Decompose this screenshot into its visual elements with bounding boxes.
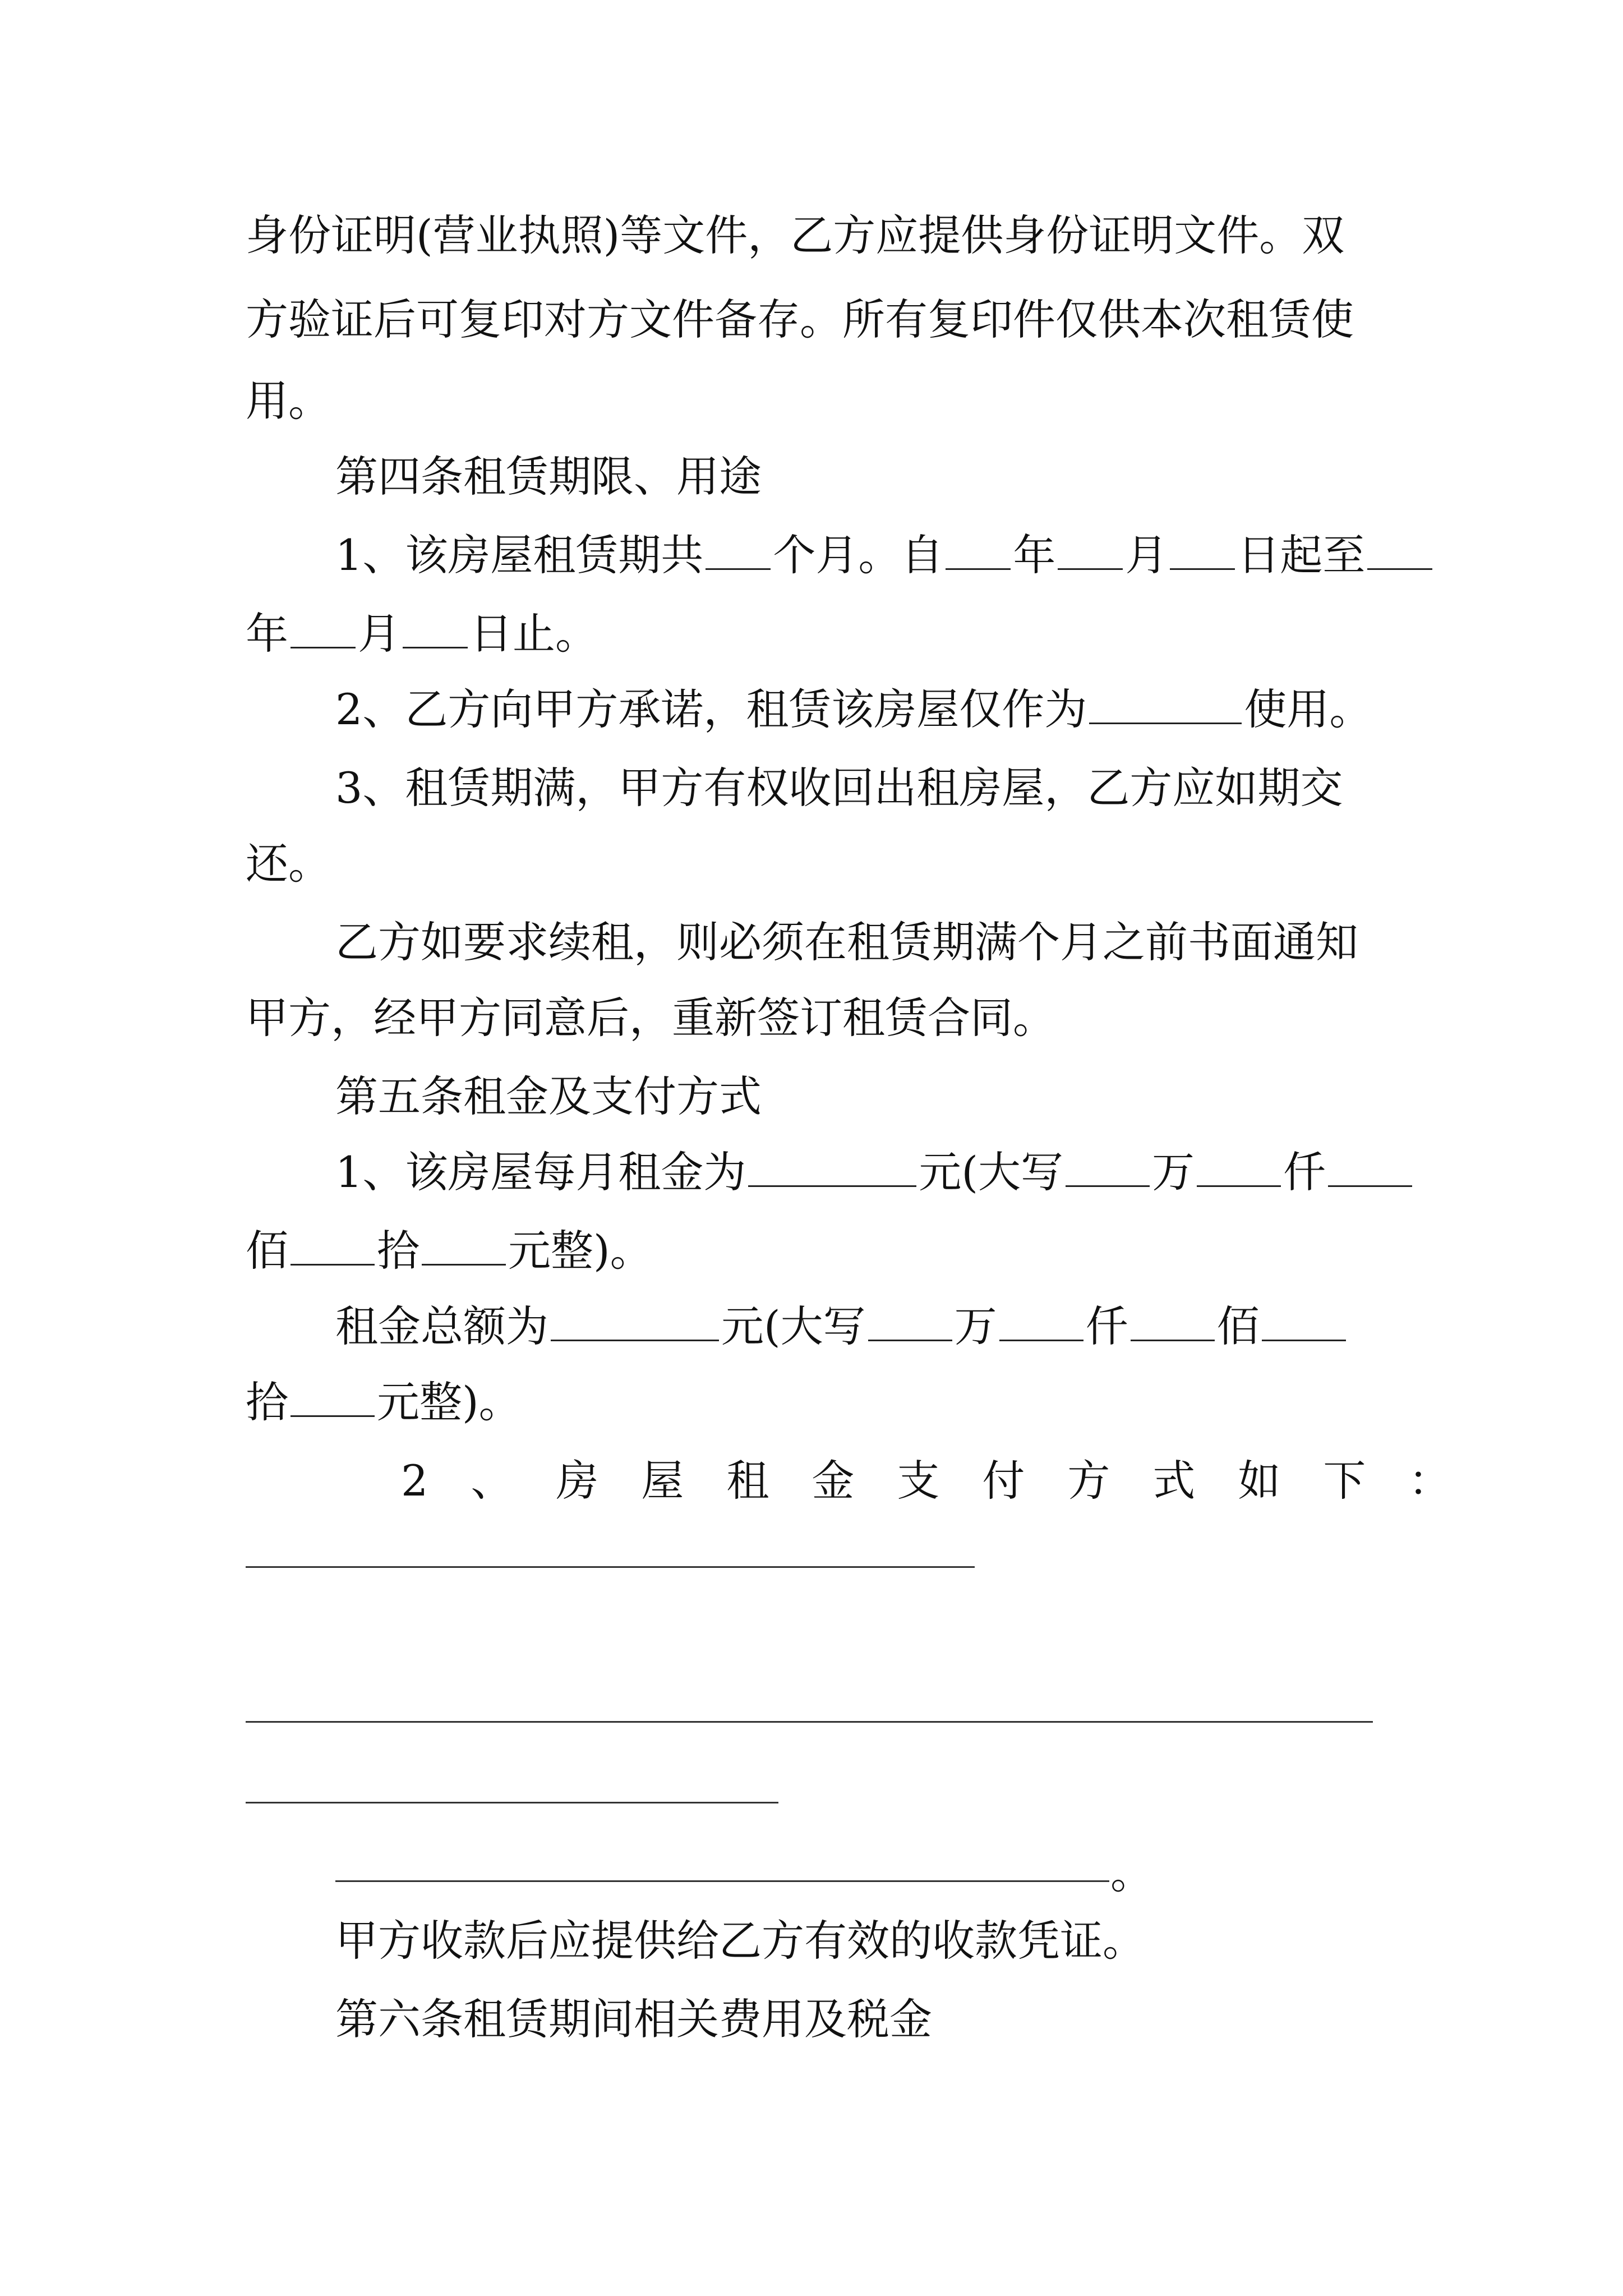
text: 个月。自 <box>773 530 944 580</box>
text-line: 2、房屋租金支付方式如下： <box>401 1456 1494 1506</box>
text: 月 <box>1125 530 1168 580</box>
blank-total-shi-2[interactable] <box>291 1379 375 1417</box>
blank-usage[interactable] <box>1089 687 1242 724</box>
text: 万 <box>954 1301 997 1351</box>
text: 1、该房屋每月租金为 <box>335 1147 746 1197</box>
text: 租金总额为 <box>335 1301 548 1351</box>
text-line: 方验证后可复印对方文件备存。所有复印件仅供本次租赁使 <box>246 295 1354 344</box>
clause-5-2 <box>401 1453 1493 1509</box>
article-5-title <box>335 1069 762 1125</box>
heading-text: 第四条租赁期限、用途 <box>335 452 762 501</box>
blank-total-qian[interactable] <box>999 1304 1083 1341</box>
paragraph-line <box>246 208 1344 264</box>
clause-5-1 <box>335 1144 1414 1200</box>
text-line: 乙方如要求续租，则必须在租赁期满个月之前书面通知 <box>335 917 1358 967</box>
heading-text: 第五条租金及支付方式 <box>335 1071 762 1121</box>
blank-months[interactable] <box>706 532 771 570</box>
clause-4-1 <box>335 527 1435 583</box>
text: 元整)。 <box>377 1377 522 1427</box>
clause-4-2 <box>335 682 1372 738</box>
payment-blank-line-1[interactable] <box>246 1566 975 1568</box>
text-line: 还。 <box>246 839 331 889</box>
text: 元整)。 <box>508 1226 653 1276</box>
payment-blank-line-2[interactable] <box>246 1721 1373 1723</box>
blank-wan[interactable] <box>1066 1149 1150 1187</box>
text: 2、乙方向甲方承诺，租赁该房屋仅作为 <box>335 684 1087 734</box>
text: 使用。 <box>1244 684 1372 734</box>
blank-shi[interactable] <box>422 1228 506 1266</box>
blank-qian[interactable] <box>1197 1149 1281 1187</box>
blank-total-rent[interactable] <box>551 1304 719 1341</box>
blank-start-month[interactable] <box>1058 532 1123 570</box>
text: 。 <box>1110 1848 1153 1898</box>
article-6-title <box>335 1991 932 2047</box>
text-line: 身份证明(营业执照)等文件，乙方应提供身份证明文件。双 <box>246 210 1345 260</box>
clause-4-3-cont <box>246 836 331 892</box>
heading-text: 第六条租赁期间相关费用及税金 <box>335 1994 932 2044</box>
text-line: 用。 <box>246 376 331 426</box>
text: 1、该房屋租赁期共 <box>335 530 704 580</box>
text: 月 <box>358 609 400 659</box>
blank-total-bai[interactable] <box>1131 1304 1215 1341</box>
text: 日止。 <box>470 609 598 659</box>
rent-total-cont <box>246 1374 522 1430</box>
blank-total-shi[interactable] <box>1262 1304 1346 1341</box>
clause-5-1-cont <box>246 1223 653 1279</box>
text: 年 <box>246 609 288 659</box>
payment-end-mark <box>1110 1846 1153 1902</box>
paragraph-line <box>246 373 331 429</box>
text: 仟 <box>1085 1301 1128 1351</box>
text: 万 <box>1152 1147 1195 1197</box>
renewal-paragraph <box>335 914 1358 970</box>
text: 元(大写 <box>919 1147 1064 1197</box>
text: 拾 <box>377 1226 419 1276</box>
text: 佰 <box>246 1226 288 1276</box>
rent-total <box>335 1299 1348 1355</box>
text: 仟 <box>1283 1147 1326 1197</box>
text-line: 甲方收款后应提供给乙方有效的收款凭证。 <box>335 1916 1145 1966</box>
renewal-paragraph-cont <box>246 990 1055 1046</box>
blank-end-day[interactable] <box>403 611 468 648</box>
text: 拾 <box>246 1377 288 1427</box>
blank-monthly-rent[interactable] <box>748 1149 916 1187</box>
blank-end-year[interactable] <box>1367 532 1432 570</box>
blank-bai-2[interactable] <box>291 1228 375 1266</box>
paragraph-line <box>246 292 1354 348</box>
text: 元(大写 <box>721 1301 866 1351</box>
blank-end-month[interactable] <box>291 611 356 648</box>
text-line: 3、租赁期满，甲方有权收回出租房屋，乙方应如期交 <box>335 763 1343 813</box>
article-4-title <box>335 449 762 505</box>
text: 日起至 <box>1237 530 1366 580</box>
payment-blank-line-3[interactable] <box>246 1802 778 1803</box>
blank-start-day[interactable] <box>1170 532 1235 570</box>
clause-4-3 <box>335 760 1343 816</box>
clause-4-1-cont <box>246 606 598 662</box>
payment-blank-line-4[interactable] <box>335 1880 1109 1882</box>
receipt-paragraph <box>335 1913 1145 1969</box>
text-line: 甲方，经甲方同意后，重新签订租赁合同。 <box>246 993 1055 1043</box>
blank-start-year[interactable] <box>946 532 1011 570</box>
blank-total-wan[interactable] <box>868 1304 952 1341</box>
blank-bai[interactable] <box>1328 1149 1412 1187</box>
text: 佰 <box>1216 1301 1260 1351</box>
text: 年 <box>1013 530 1056 580</box>
